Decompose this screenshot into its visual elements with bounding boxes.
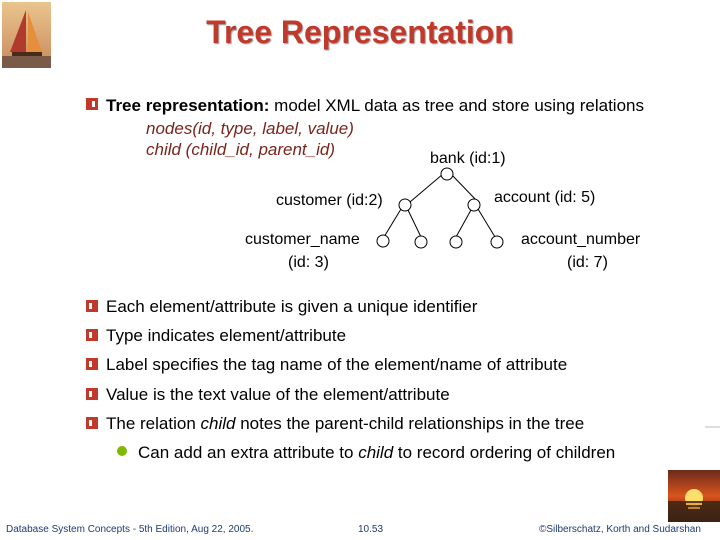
relation-nodes: nodes(id, type, label, value) bbox=[146, 119, 354, 138]
circle-bullet-icon bbox=[117, 446, 127, 456]
intro-bold: Tree representation: bbox=[106, 96, 270, 115]
tree-label-account-number: account_number bbox=[521, 231, 641, 248]
bullet-text-1: Each element/attribute is given a unique identifier bbox=[106, 297, 478, 316]
sub-bullet-text bbox=[138, 443, 615, 463]
bullet-text-2: Type indicates element/attribute bbox=[106, 326, 347, 345]
relation-child: child (child_id, parent_id) bbox=[146, 140, 335, 159]
tree-node-leaf-2 bbox=[450, 236, 462, 248]
sub-bullet-italic: child bbox=[358, 443, 394, 462]
square-bullet-icon bbox=[86, 388, 100, 402]
child-bullet-italic: child bbox=[200, 414, 236, 433]
tree-node-account bbox=[468, 199, 480, 211]
child-bullet-before: The relation bbox=[106, 414, 201, 433]
child-bullet-after: notes the parent-child relationships in the tree bbox=[235, 414, 585, 433]
tree-label-account: account (id: 5) bbox=[494, 189, 596, 206]
tree-label-customer-name: customer_name bbox=[245, 231, 360, 248]
tree-node-account-number bbox=[491, 236, 503, 248]
tree-node-customer-name bbox=[377, 235, 389, 247]
bullet-text-3: Label specifies the tag name of the element/name of attribute bbox=[106, 355, 568, 374]
tree-node-customer bbox=[399, 199, 411, 211]
tree-label-bank: bank (id:1) bbox=[430, 150, 506, 167]
tree-label-customer: customer (id:2) bbox=[276, 192, 383, 209]
square-bullet-icon bbox=[86, 417, 100, 431]
footer-left: Database System Concepts - 5th Edition, Aug 22, 2005. bbox=[6, 524, 254, 535]
tree-label-account-number-id: (id: 7) bbox=[567, 254, 608, 271]
sunset-logo-icon bbox=[668, 470, 720, 522]
bullet-text-5 bbox=[106, 414, 584, 434]
square-bullet-icon bbox=[86, 358, 100, 372]
footer-right: ©Silberschatz, Korth and Sudarshan bbox=[539, 524, 701, 535]
footer-page-number: 10.53 bbox=[358, 524, 384, 535]
bullet-text-4: Value is the text value of the element/attribute bbox=[106, 385, 450, 404]
sub-bullet-after: to record ordering of children bbox=[393, 443, 616, 462]
square-bullet-icon bbox=[86, 300, 100, 314]
intro-rest: model XML data as tree and store using relations bbox=[269, 96, 644, 115]
slide-title: Tree Representation bbox=[206, 14, 514, 50]
tree-node-bank bbox=[441, 168, 453, 180]
square-bullet-icon bbox=[86, 329, 100, 343]
sub-bullet-before: Can add an extra attribute to bbox=[138, 443, 359, 462]
tree-label-customer-name-id: (id: 3) bbox=[288, 254, 329, 271]
decorative-divider bbox=[705, 426, 720, 428]
tree-node-leaf-1 bbox=[415, 236, 427, 248]
